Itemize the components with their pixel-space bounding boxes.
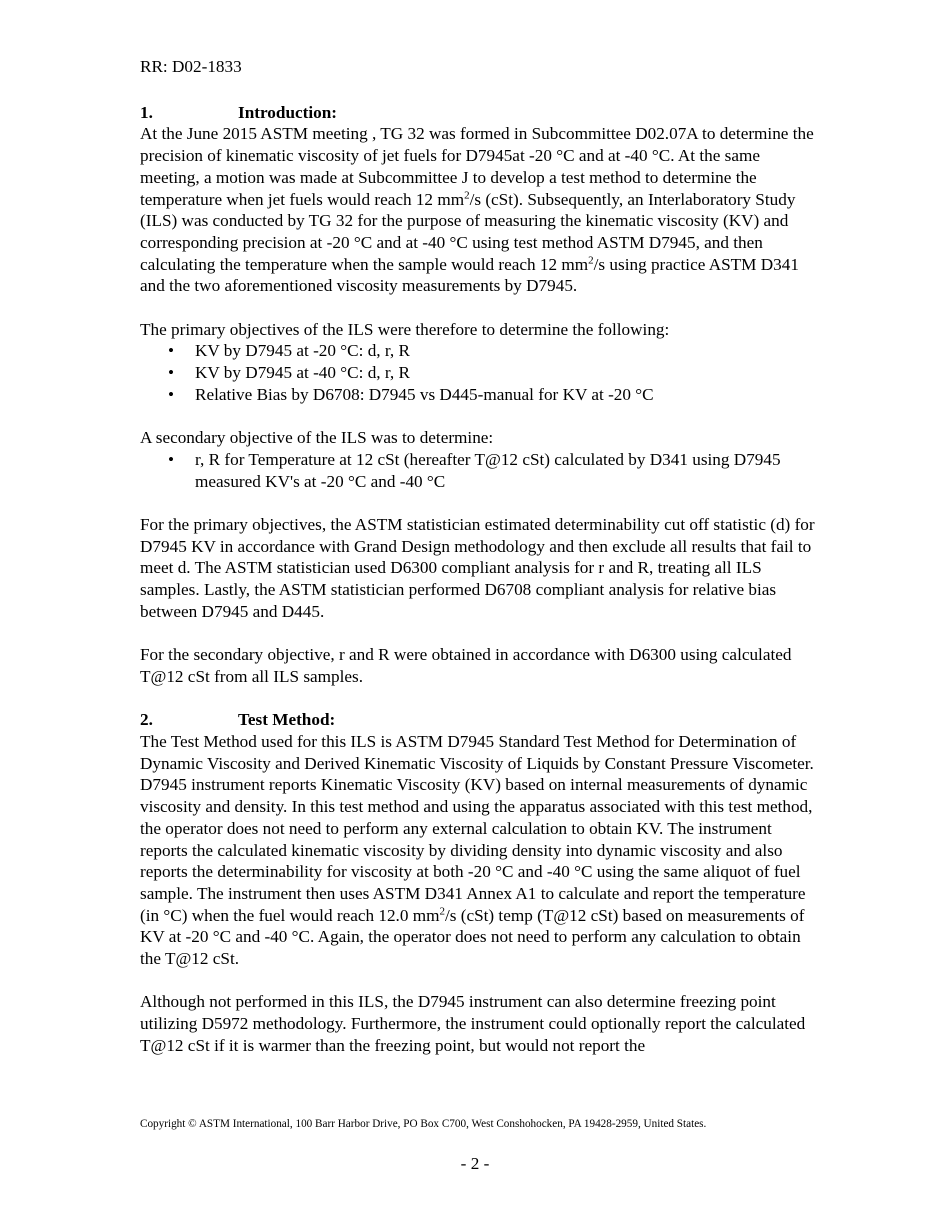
document-page xyxy=(140,56,820,1057)
list-item-text: r, R for Temperature at 12 cSt (hereafter T@12 cSt) calculated by D341 using D7945 measured KV's at -20 °C and -40 °C xyxy=(195,449,781,491)
list-item-text: KV by D7945 at -40 °C: d, r, R xyxy=(195,363,410,383)
report-id-header: RR: D02-1833 xyxy=(140,57,242,76)
section-number: 1. xyxy=(140,102,153,122)
secondary-objective-paragraph: For the secondary objective, r and R were obtained in accordance with D6300 using calculated T@12 cSt from all ILS samples. xyxy=(140,645,792,686)
list-item xyxy=(140,384,820,406)
test-method-text-part1: The Test Method used for this ILS is ASTM D7945 Standard Test Method for Determination of Dynamic Viscosity and Derived Kinematic Viscosity of Liquids by Constant Pressure Viscometer. D7945 instrument reports Kinematic Viscosity (KV) based on internal measurements of dynamic viscosity and density. In this test method and using the apparatus associated with this test method, the operator does not need to perform any external calculation to obtain KV. The instrument reports the calculated kinematic viscosity by dividing density into dynamic viscosity and also reports the determinability for viscosity at both -20 °C and -40 °C using the same aliquot of fuel sample. The instrument then uses ASTM D341 Annex A1 to calculate and report the temperature (in °C) when the fuel would reach 12.0 mm xyxy=(140,732,814,925)
page-number: - 2 - xyxy=(460,1154,490,1173)
list-item-text: KV by D7945 at -20 °C: d, r, R xyxy=(195,341,410,361)
bullet-icon: • xyxy=(168,341,175,361)
test-method-text-part2: /s (cSt) temp (T@12 cSt) based on measurements of KV at -20 °C and -40 °C. Again, the operator does not need to perform any calculation to obtain the T@12 cSt. xyxy=(140,905,805,969)
intro-text-part2: /s (cSt). Subsequently, an Interlaboratory Study (ILS) was conducted by TG 32 for the purpose of measuring the kinematic viscosity (KV) and corresponding precision at -20 °C and at -40 °C using test method ASTM D7945, and then calculating the temperature when the sample would reach 12 mm xyxy=(140,189,796,274)
primary-objectives-lead: The primary objectives of the ILS were therefore to determine the following: xyxy=(140,319,670,339)
superscript: 2 xyxy=(439,904,445,917)
section-title: Introduction: xyxy=(238,102,338,122)
test-method-paragraph xyxy=(140,731,820,970)
superscript: 2 xyxy=(588,253,594,266)
section-heading-introduction xyxy=(140,102,820,124)
copyright-footer: Copyright © ASTM International, 100 Barr Harbor Drive, PO Box C700, West Conshohocken, PA 19428-2959, United States. xyxy=(140,1118,707,1130)
bullet-icon: • xyxy=(168,363,175,383)
primary-objectives-list xyxy=(140,340,820,405)
list-item xyxy=(140,362,820,384)
section-heading-test-method xyxy=(140,709,820,731)
freezing-point-paragraph: Although not performed in this ILS, the D7945 instrument can also determine freezing point utilizing D5972 methodology. Furthermore, the instrument could optionally report the calculated T@12 cSt if it is warmer than the freezing point, but would not report the xyxy=(140,992,806,1055)
list-item-text: Relative Bias by D6708: D7945 vs D445-manual for KV at -20 °C xyxy=(195,384,654,404)
section-title: Test Method: xyxy=(238,710,336,730)
superscript: 2 xyxy=(464,188,470,201)
intro-text-part1: At the June 2015 ASTM meeting , TG 32 was formed in Subcommittee D02.07A to determine the precision of kinematic viscosity of jet fuels for D7945at -20 °C and at -40 °C. At the same meeting, a motion was made at Subcommittee J to develop a test method to determine the temperature when jet fuels would reach 12 mm xyxy=(140,124,814,209)
intro-text-part3: /s using practice ASTM D341 and the two aforementioned viscosity measurements by D7945. xyxy=(140,254,799,296)
bullet-icon: • xyxy=(168,384,175,404)
secondary-objectives-list xyxy=(140,449,820,492)
bullet-icon: • xyxy=(168,449,175,469)
secondary-objective-lead: A secondary objective of the ILS was to determine: xyxy=(140,428,494,448)
primary-objectives-paragraph: For the primary objectives, the ASTM statistician estimated determinability cut off statistic (d) for D7945 KV in accordance with Grand Design methodology and then exclude all results that fail to meet d. The ASTM statistician used D6300 compliant analysis for r and R, treating all ILS samples. Lastly, the ASTM statistician performed D6708 compliant analysis for relative bias between D7945 and D445. xyxy=(140,515,815,621)
list-item xyxy=(140,340,820,362)
section-number: 2. xyxy=(140,710,153,730)
intro-paragraph xyxy=(140,123,820,297)
list-item xyxy=(140,449,820,492)
